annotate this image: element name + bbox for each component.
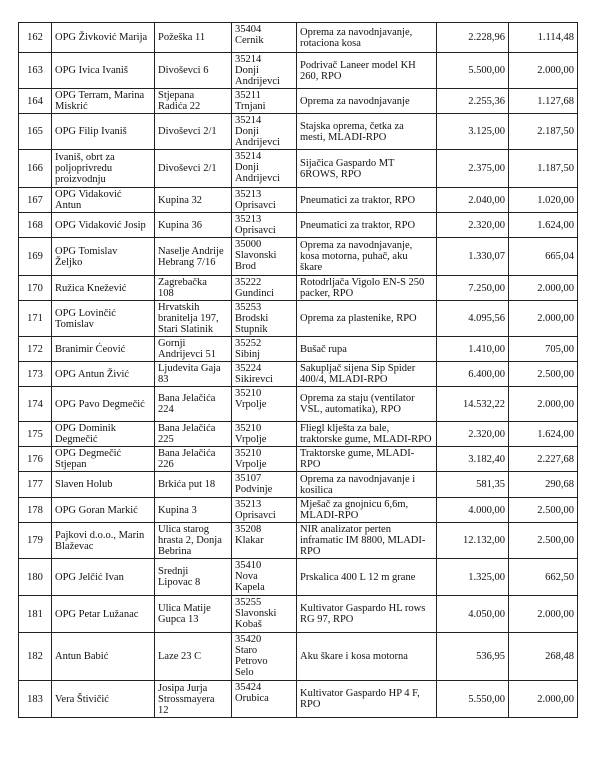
investment-amount: 5.500,00 (437, 53, 509, 89)
subsidy-amount: 2.000,00 (509, 596, 578, 633)
table-row (19, 447, 578, 472)
table-row (19, 150, 578, 188)
subsidy-amount: 1.624,00 (509, 422, 578, 447)
subsidy-amount: 268,48 (509, 633, 578, 681)
table-row (19, 188, 578, 213)
recipient-name: OPG Goran Markić (52, 498, 155, 523)
recipient-address: Bana Jelačića 224 (155, 387, 232, 422)
equipment-description: Oprema za navodnjavanje, rotaciona kosa (297, 23, 437, 53)
recipient-name: OPG Terram, Marina Miskrić (52, 89, 155, 114)
recipient-address: Bana Jelačića 225 (155, 422, 232, 447)
table-row (19, 633, 578, 681)
row-number: 175 (19, 422, 52, 447)
recipient-name: OPG Ivica Ivaniš (52, 53, 155, 89)
investment-amount: 6.400,00 (437, 362, 509, 387)
row-number: 169 (19, 238, 52, 276)
investment-amount: 2.375,00 (437, 150, 509, 188)
investment-amount: 1.330,07 (437, 238, 509, 276)
recipient-name: OPG Degmečić Stjepan (52, 447, 155, 472)
investment-amount: 14.532,22 (437, 387, 509, 422)
recipient-address: Zagrebačka 108 (155, 276, 232, 301)
recipient-name: Branimir Ćeović (52, 337, 155, 362)
investment-amount: 2.228,96 (437, 23, 509, 53)
recipient-name: OPG Vidaković Josip (52, 213, 155, 238)
row-number: 166 (19, 150, 52, 188)
equipment-description: Rotodrljača Vigolo EN-S 250 packer, RPO (297, 276, 437, 301)
recipient-address: Srednji Lipovac 8 (155, 559, 232, 596)
table-row (19, 89, 578, 114)
recipient-name: OPG Jelčić Ivan (52, 559, 155, 596)
equipment-description: Stajska oprema, četka za mesti, MLADI-RPO (297, 114, 437, 150)
table-row (19, 276, 578, 301)
postal-place: 35253 Brodski Stupnik (232, 301, 297, 337)
recipient-name: Ružica Knežević (52, 276, 155, 301)
investment-amount: 5.550,00 (437, 681, 509, 718)
subsidy-amount: 705,00 (509, 337, 578, 362)
row-number: 178 (19, 498, 52, 523)
table-row (19, 53, 578, 89)
table-row (19, 114, 578, 150)
equipment-description: Kultivator Gaspardo HL rows RG 97, RPO (297, 596, 437, 633)
equipment-description: Oprema za navodnjavanje (297, 89, 437, 114)
recipient-address: Gornji Andrijevci 51 (155, 337, 232, 362)
investment-amount: 3.182,40 (437, 447, 509, 472)
recipient-name: OPG Antun Živić (52, 362, 155, 387)
table-row (19, 681, 578, 718)
postal-place: 35210 Vrpolje (232, 387, 297, 422)
postal-place: 35208 Klakar (232, 523, 297, 559)
recipient-address: Divoševci 2/1 (155, 114, 232, 150)
recipient-address: Naselje Andrije Hebrang 7/16 (155, 238, 232, 276)
recipient-address: Kupina 3 (155, 498, 232, 523)
subsidy-amount: 2.000,00 (509, 276, 578, 301)
subsidy-amount: 1.187,50 (509, 150, 578, 188)
equipment-description: Oprema za staju (ventilator VSL, automatika), RPO (297, 387, 437, 422)
investment-amount: 4.095,56 (437, 301, 509, 337)
postal-place: 35214 Donji Andrijevci (232, 150, 297, 188)
recipient-address: Brkića put 18 (155, 472, 232, 498)
recipient-name: Ivaniš, obrt za poljoprivredu proizvodnju (52, 150, 155, 188)
equipment-description: Prskalica 400 L 12 m grane (297, 559, 437, 596)
recipient-address: Divoševci 6 (155, 53, 232, 89)
equipment-description: Oprema za navodnjavanje i kosilica (297, 472, 437, 498)
postal-place: 35213 Oprisavci (232, 213, 297, 238)
postal-place: 35252 Sibinj (232, 337, 297, 362)
equipment-description: Fliegl klješta za bale, traktorske gume, MLADI-RPO (297, 422, 437, 447)
recipient-name: OPG Živković Marija (52, 23, 155, 53)
equipment-description: Sijačica Gaspardo MT 6ROWS, RPO (297, 150, 437, 188)
equipment-description: Pneumatici za traktor, RPO (297, 213, 437, 238)
table-row (19, 301, 578, 337)
table-row (19, 498, 578, 523)
recipient-name: OPG Lovinčić Tomislav (52, 301, 155, 337)
postal-place: 35214 Donji Andrijevci (232, 53, 297, 89)
postal-place: 35255 Slavonski Kobaš (232, 596, 297, 633)
investment-amount: 536,95 (437, 633, 509, 681)
subsidy-amount: 1.114,48 (509, 23, 578, 53)
subsidy-amount: 1.624,00 (509, 213, 578, 238)
table-body (19, 23, 578, 718)
recipient-name: OPG Pavo Degmečić (52, 387, 155, 422)
recipient-address: Josipa Jurja Strossmayera 12 (155, 681, 232, 718)
subsidy-amount: 1.127,68 (509, 89, 578, 114)
postal-place: 35210 Vrpolje (232, 447, 297, 472)
recipient-name: OPG Dominik Degmečić (52, 422, 155, 447)
recipient-name: Antun Babić (52, 633, 155, 681)
table-row (19, 238, 578, 276)
recipient-name: OPG Vidaković Antun (52, 188, 155, 213)
recipient-name: OPG Tomislav Željko (52, 238, 155, 276)
investment-amount: 4.000,00 (437, 498, 509, 523)
row-number: 171 (19, 301, 52, 337)
recipient-address: Ulica Matije Gupca 13 (155, 596, 232, 633)
investment-amount: 7.250,00 (437, 276, 509, 301)
table-row (19, 422, 578, 447)
table-row (19, 337, 578, 362)
equipment-description: NIR analizator perten inframatic IM 8800, MLADI- RPO (297, 523, 437, 559)
postal-place: 35213 Oprisavci (232, 498, 297, 523)
table-row (19, 23, 578, 53)
investment-amount: 1.410,00 (437, 337, 509, 362)
table-row (19, 523, 578, 559)
row-number: 177 (19, 472, 52, 498)
row-number: 172 (19, 337, 52, 362)
subsidy-amount: 662,50 (509, 559, 578, 596)
subsidy-amount: 2.500,00 (509, 523, 578, 559)
equipment-description: Oprema za plastenike, RPO (297, 301, 437, 337)
recipient-address: Laze 23 C (155, 633, 232, 681)
equipment-description: Sakupljač sijena Sip Spider 400/4, MLADI-RPO (297, 362, 437, 387)
row-number: 173 (19, 362, 52, 387)
table-row (19, 596, 578, 633)
row-number: 182 (19, 633, 52, 681)
row-number: 176 (19, 447, 52, 472)
subsidy-amount: 2.000,00 (509, 387, 578, 422)
subsidy-amount: 2.000,00 (509, 53, 578, 89)
subsidy-amount: 1.020,00 (509, 188, 578, 213)
equipment-description: Podrivač Laneer model KH 260, RPO (297, 53, 437, 89)
postal-place: 35420 Staro Petrovo Selo (232, 633, 297, 681)
recipient-address: Bana Jelačića 226 (155, 447, 232, 472)
row-number: 163 (19, 53, 52, 89)
investment-amount: 1.325,00 (437, 559, 509, 596)
table-row (19, 362, 578, 387)
equipment-description: Mješač za gnojnicu 6,6m, MLADI-RPO (297, 498, 437, 523)
recipient-address: Požeška 11 (155, 23, 232, 53)
subsidy-amount: 665,04 (509, 238, 578, 276)
table-row (19, 213, 578, 238)
recipient-name: OPG Petar Lužanac (52, 596, 155, 633)
equipment-description: Pneumatici za traktor, RPO (297, 188, 437, 213)
investment-amount: 4.050,00 (437, 596, 509, 633)
investment-amount: 2.040,00 (437, 188, 509, 213)
recipient-address: Ulica starog hrasta 2, Donja Bebrina (155, 523, 232, 559)
recipient-name: Slaven Holub (52, 472, 155, 498)
recipient-address: Kupina 36 (155, 213, 232, 238)
document-page (18, 22, 578, 718)
postal-place: 35213 Oprisavci (232, 188, 297, 213)
postal-place: 35214 Donji Andrijevci (232, 114, 297, 150)
row-number: 165 (19, 114, 52, 150)
postal-place: 35222 Gundinci (232, 276, 297, 301)
postal-place: 35424 Orubica (232, 681, 297, 718)
row-number: 181 (19, 596, 52, 633)
row-number: 164 (19, 89, 52, 114)
investment-amount: 581,35 (437, 472, 509, 498)
postal-place: 35210 Vrpolje (232, 422, 297, 447)
subsidy-amount: 2.500,00 (509, 498, 578, 523)
row-number: 168 (19, 213, 52, 238)
recipient-address: Divoševci 2/1 (155, 150, 232, 188)
subsidy-amount: 2.000,00 (509, 681, 578, 718)
recipient-name: OPG Filip Ivaniš (52, 114, 155, 150)
row-number: 180 (19, 559, 52, 596)
row-number: 162 (19, 23, 52, 53)
recipient-address: Ljudevita Gaja 83 (155, 362, 232, 387)
subsidy-amount: 290,68 (509, 472, 578, 498)
investment-amount: 2.320,00 (437, 213, 509, 238)
table-row (19, 472, 578, 498)
investment-amount: 12.132,00 (437, 523, 509, 559)
row-number: 174 (19, 387, 52, 422)
subsidy-amount: 2.500,00 (509, 362, 578, 387)
postal-place: 35410 Nova Kapela (232, 559, 297, 596)
equipment-description: Traktorske gume, MLADI- RPO (297, 447, 437, 472)
recipient-name: Vera Štivičić (52, 681, 155, 718)
subsidy-amount: 2.187,50 (509, 114, 578, 150)
table-row (19, 559, 578, 596)
row-number: 167 (19, 188, 52, 213)
subsidy-amount: 2.000,00 (509, 301, 578, 337)
table-row (19, 387, 578, 422)
equipment-description: Oprema za navodnjavanje, kosa motorna, puhač, aku škare (297, 238, 437, 276)
investment-amount: 3.125,00 (437, 114, 509, 150)
investment-amount: 2.255,36 (437, 89, 509, 114)
investment-amount: 2.320,00 (437, 422, 509, 447)
postal-place: 35211 Trnjani (232, 89, 297, 114)
row-number: 179 (19, 523, 52, 559)
subsidy-amount: 2.227,68 (509, 447, 578, 472)
equipment-description: Bušač rupa (297, 337, 437, 362)
recipient-address: Kupina 32 (155, 188, 232, 213)
recipient-address: Hrvatskih branitelja 197, Stari Slatinik (155, 301, 232, 337)
row-number: 183 (19, 681, 52, 718)
recipient-address: Stjepana Radića 22 (155, 89, 232, 114)
postal-place: 35107 Podvinje (232, 472, 297, 498)
postal-place: 35000 Slavonski Brod (232, 238, 297, 276)
equipment-description: Kultivator Gaspardo HP 4 F, RPO (297, 681, 437, 718)
postal-place: 35404 Cernik (232, 23, 297, 53)
grant-table (18, 22, 578, 718)
postal-place: 35224 Sikirevci (232, 362, 297, 387)
recipient-name: Pajkovi d.o.o., Marin Blaževac (52, 523, 155, 559)
equipment-description: Aku škare i kosa motorna (297, 633, 437, 681)
row-number: 170 (19, 276, 52, 301)
